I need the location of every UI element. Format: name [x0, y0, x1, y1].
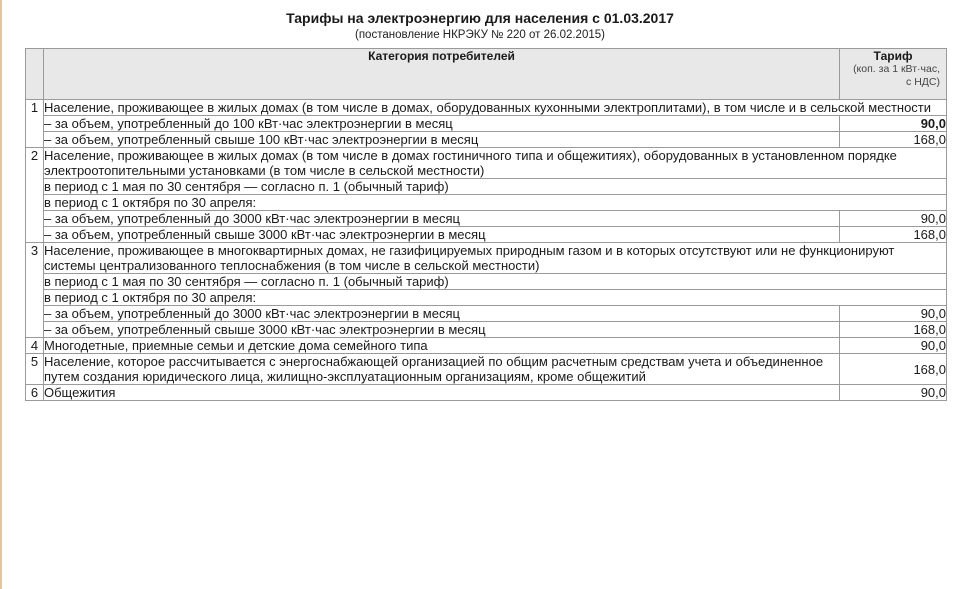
category-text: Многодетные, приемные семьи и детские дома семейного типа [44, 338, 840, 354]
tariff-value: 168,0 [840, 132, 947, 148]
page-subtitle: (постановление НКРЭКУ № 220 от 26.02.2015) [355, 29, 605, 41]
row-number: 6 [26, 385, 44, 401]
tariff-value: 168,0 [840, 322, 947, 338]
table-row [26, 322, 947, 338]
header-tariff-note-2: с НДС) [906, 76, 940, 88]
table-row [26, 354, 947, 385]
table-row [26, 179, 947, 195]
table-row [26, 116, 947, 132]
tariff-value: 90,0 [840, 338, 947, 354]
period-text: в период с 1 мая по 30 сентября — согласно п. 1 (обычный тариф) [44, 179, 947, 195]
row-number: 4 [26, 338, 44, 354]
header-category: Категория потребителей [44, 49, 840, 100]
period-text: в период с 1 октября по 30 апреля: [44, 290, 947, 306]
table-row [26, 148, 947, 179]
table-row [26, 338, 947, 354]
row-number: 1 [26, 100, 44, 148]
header-tariff [840, 49, 947, 100]
tariff-value: 90,0 [840, 385, 947, 401]
table-row [26, 100, 947, 116]
row-number: 3 [26, 243, 44, 338]
table-row [26, 306, 947, 322]
category-text: Общежития [44, 385, 840, 401]
left-border-line [0, 0, 2, 589]
tariff-value: 90,0 [840, 116, 947, 132]
tariff-table [25, 48, 947, 401]
header-tariff-title: Тариф [873, 49, 913, 63]
category-text: – за объем, употребленный свыше 100 кВт·час электроэнергии в месяц [44, 132, 840, 148]
table-row [26, 290, 947, 306]
page-title: Тарифы на электроэнергию для населения с 01.03.2017 [286, 10, 674, 26]
table-header-row [26, 49, 947, 100]
header-number-cell [26, 49, 44, 100]
tariff-value: 90,0 [840, 306, 947, 322]
table-row [26, 243, 947, 274]
tariff-value: 168,0 [840, 354, 947, 385]
table-row [26, 385, 947, 401]
tariff-value: 90,0 [840, 211, 947, 227]
category-text: – за объем, употребленный до 3000 кВт·час электроэнергии в месяц [44, 211, 840, 227]
tariff-value: 168,0 [840, 227, 947, 243]
period-text: в период с 1 мая по 30 сентября — согласно п. 1 (обычный тариф) [44, 274, 947, 290]
header-tariff-note-1: (коп. за 1 кВт·час, [853, 63, 940, 75]
category-text: – за объем, употребленный свыше 3000 кВт·час электроэнергии в месяц [44, 227, 840, 243]
category-text: – за объем, употребленный до 3000 кВт·час электроэнергии в месяц [44, 306, 840, 322]
category-text: Население, проживающее в жилых домах (в том числе в домах гостиничного типа и общежитиях), оборудованных в установленном порядке электроотопительными установками (в том числе в сельской местности) [44, 148, 947, 179]
category-text: Население, проживающее в жилых домах (в том числе в домах, оборудованных кухонными электроплитами), в том числе и в сельской местности [44, 100, 947, 116]
table-row [26, 211, 947, 227]
row-number: 5 [26, 354, 44, 385]
table-row [26, 227, 947, 243]
table-row [26, 195, 947, 211]
category-text: Население, которое рассчитывается с энергоснабжающей организацией по общим расчетным средствам учета и объединенное путем создания юридического лица, жилищно-эксплуатационным организациям, кроме общежитий [44, 354, 840, 385]
table-row [26, 274, 947, 290]
category-text: Население, проживающее в многоквартирных домах, не газифицируемых природным газом и в которых отсутствуют или не функционируют системы централизованного теплоснабжения (в том числе в сельской местности) [44, 243, 947, 274]
row-number: 2 [26, 148, 44, 243]
period-text: в период с 1 октября по 30 апреля: [44, 195, 947, 211]
category-text: – за объем, употребленный свыше 3000 кВт·час электроэнергии в месяц [44, 322, 840, 338]
category-text: – за объем, употребленный до 100 кВт·час электроэнергии в месяц [44, 116, 840, 132]
table-row [26, 132, 947, 148]
